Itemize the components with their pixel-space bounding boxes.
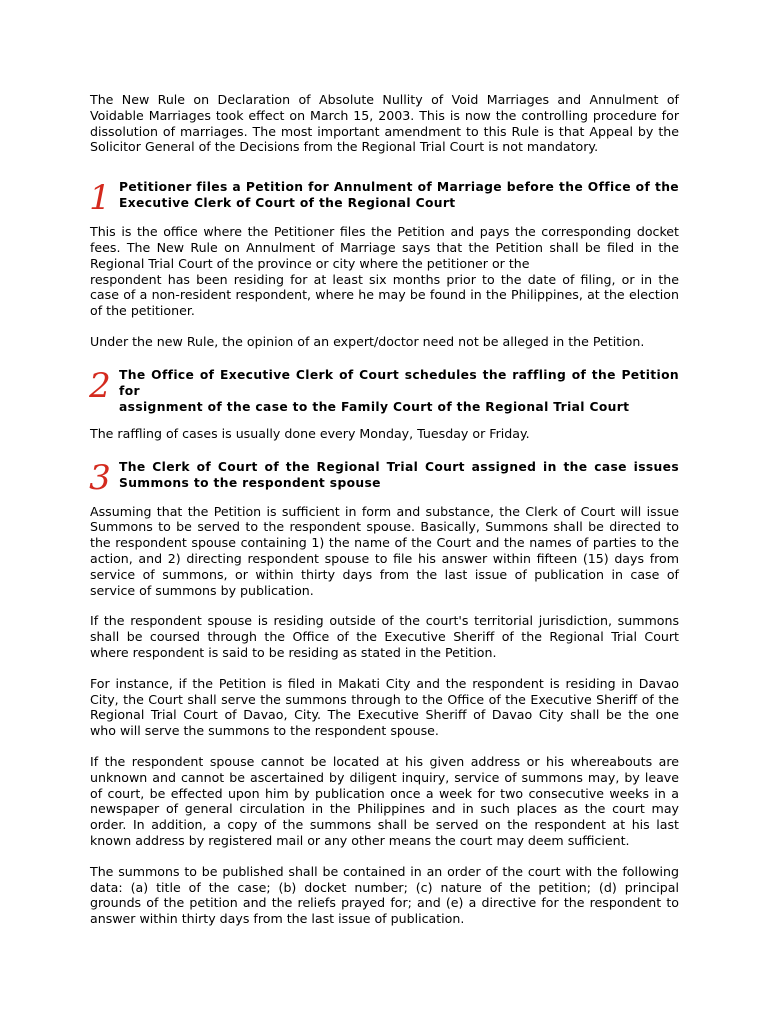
step-title-line: Summons to the respondent spouse bbox=[119, 475, 381, 490]
paragraph-line: Summons to be served to the respondent spouse. Basically, Summons shall be directed to bbox=[90, 519, 679, 535]
step-2-paragraph-1 bbox=[90, 426, 679, 442]
paragraph-line: who will serve the summons to the respondent spouse. bbox=[90, 723, 439, 739]
step-title bbox=[119, 367, 679, 415]
intro-paragraph bbox=[90, 92, 679, 155]
step-1-heading bbox=[89, 178, 679, 219]
step-3-paragraph-4 bbox=[90, 754, 679, 849]
paragraph-line: respondent has been residing for at least six months prior to the date of filing, or in the bbox=[90, 271, 679, 287]
paragraph-line: where respondent is said to be residing as stated in the Petition. bbox=[90, 644, 497, 660]
paragraph-line: For instance, if the Petition is filed in Makati City and the respondent is residing in Davao bbox=[90, 675, 679, 691]
step-1-paragraph-1 bbox=[90, 224, 679, 319]
step-1-paragraph-2 bbox=[90, 334, 679, 350]
paragraph-line: data: (a) title of the case; (b) docket number; (c) nature of the petition; (d) principal bbox=[90, 879, 679, 895]
document-page bbox=[90, 92, 679, 927]
paragraph-line: newspaper of general circulation in the Philippines and in such places as the court may bbox=[90, 801, 679, 817]
step-3-paragraph-3 bbox=[90, 676, 679, 739]
intro-line: dissolution of marriages. The most important amendment to this Rule is that Appeal by the bbox=[90, 123, 679, 139]
paragraph-line: answer within thirty days from the last issue of publication. bbox=[90, 911, 465, 927]
paragraph-line: If the respondent spouse is residing outside of the court's territorial jurisdiction, summons bbox=[90, 613, 679, 629]
intro-line: Voidable Marriages took effect on March 15, 2003. This is now the controlling procedure for bbox=[90, 107, 679, 123]
paragraph-line: of the petitioner. bbox=[90, 303, 195, 319]
step-title-line: The Office of Executive Clerk of Court schedules the raffling of the Petition for bbox=[119, 367, 679, 398]
paragraph-line: The summons to be published shall be contained in an order of the court with the following bbox=[90, 863, 679, 879]
step-2-heading bbox=[90, 367, 679, 415]
intro-line: Solicitor General of the Decisions from the Regional Trial Court is not mandatory. bbox=[90, 139, 599, 155]
step-title bbox=[119, 179, 679, 211]
paragraph-line: the respondent spouse containing 1) the name of the Court and the names of parties to the bbox=[90, 535, 679, 551]
paragraph-line: order. In addition, a copy of the summons shall be served on the respondent at his last bbox=[90, 817, 679, 833]
step-title-line: Executive Clerk of Court of the Regional Court bbox=[119, 196, 456, 211]
step-3-heading bbox=[89, 457, 679, 498]
paragraph-line: unknown and cannot be ascertained by diligent inquiry, service of summons may, by leave bbox=[90, 769, 679, 785]
step-number: 2 bbox=[89, 365, 111, 406]
paragraph-line: The raffling of cases is usually done every Monday, Tuesday or Friday. bbox=[90, 425, 530, 441]
paragraph-line: service of summons by publication. bbox=[90, 582, 314, 598]
paragraph-line: If the respondent spouse cannot be located at his given address or his whereabouts are bbox=[90, 753, 679, 769]
paragraph-line: shall be coursed through the Office of the Executive Sheriff of the Regional Trial Court bbox=[90, 629, 679, 645]
paragraph-line: service of summons, or within thirty days from the last issue of publication in case of bbox=[90, 566, 679, 582]
paragraph-line: Regional Trial Court of Davao, City. The Executive Sheriff of Davao City shall be the one bbox=[90, 707, 679, 723]
step-3-paragraph-1 bbox=[90, 504, 679, 599]
step-3-paragraph-5 bbox=[90, 864, 679, 927]
step-title-line: The Clerk of Court of the Regional Trial Court assigned in the case issues bbox=[119, 459, 679, 474]
paragraph-line: of court, be effected upon him by publication once a week for two consecutive weeks in a bbox=[90, 785, 679, 801]
paragraph-line: This is the office where the Petitioner files the Petition and pays the corresponding docket bbox=[90, 224, 679, 240]
step-title bbox=[119, 459, 679, 491]
paragraph-line: City, the Court shall serve the summons through to the Office of the Executive Sheriff of the bbox=[90, 691, 679, 707]
paragraph-line: Regional Trial Court of the province or city where the petitioner or the bbox=[90, 255, 530, 271]
step-3-paragraph-2 bbox=[90, 613, 679, 660]
paragraph-line: case of a non-resident respondent, where he may be found in the Philippines, at the election bbox=[90, 287, 679, 303]
paragraph-line: grounds of the petition and the reliefs prayed for; and (e) a directive for the respondent to bbox=[90, 895, 679, 911]
step-number: 3 bbox=[89, 457, 111, 498]
paragraph-line: action, and 2) directing respondent spouse to file his answer within fifteen (15) days from bbox=[90, 550, 679, 566]
paragraph-line: known address by registered mail or any other means the court may deem sufficient. bbox=[90, 832, 630, 848]
paragraph-line: fees. The New Rule on Annulment of Marriage says that the Petition shall be filed in the bbox=[90, 239, 679, 255]
paragraph-line: Assuming that the Petition is sufficient in form and substance, the Clerk of Court will issue bbox=[90, 503, 679, 519]
step-title-line: Petitioner files a Petition for Annulment of Marriage before the Office of the bbox=[119, 180, 679, 195]
step-number: 1 bbox=[89, 178, 111, 219]
paragraph-line: Under the new Rule, the opinion of an expert/doctor need not be alleged in the Petition. bbox=[90, 333, 645, 349]
intro-line: The New Rule on Declaration of Absolute Nullity of Void Marriages and Annulment of bbox=[90, 92, 679, 107]
step-title-line: assignment of the case to the Family Court of the Regional Trial Court bbox=[119, 399, 630, 414]
